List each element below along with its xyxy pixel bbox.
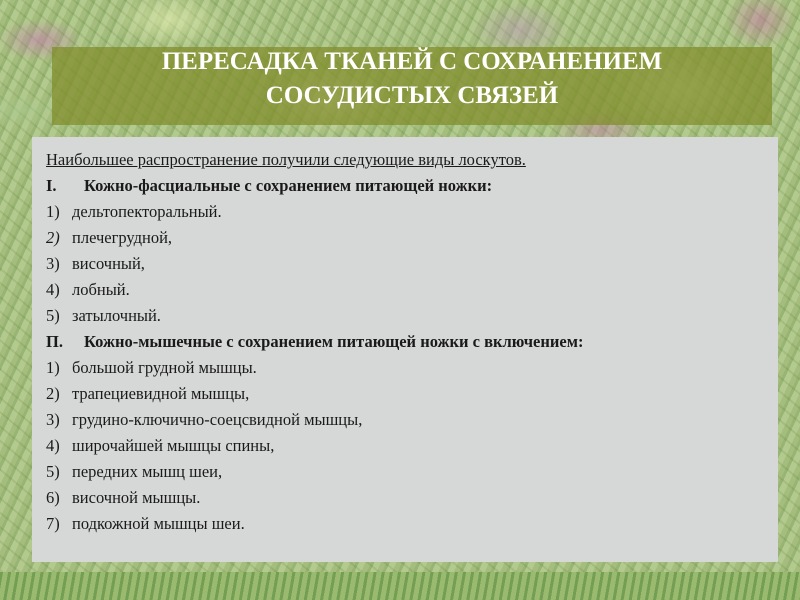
list-item-text: височный, (72, 254, 145, 273)
list-item-number: 3) (46, 254, 60, 273)
section-2-number: П. (46, 332, 63, 351)
list-item-text: подкожной мышцы шеи. (72, 514, 245, 533)
section-2-heading (46, 332, 766, 352)
list-item-text: большой грудной мышцы. (72, 358, 257, 377)
intro-text: Наибольшее распространение получили следующие виды лоскутов. (46, 150, 526, 169)
list-item-number: 1) (46, 202, 60, 221)
list-item-text: плечегрудной, (72, 228, 173, 247)
slide-title (52, 45, 772, 113)
list-item-number: 1) (46, 358, 60, 377)
list-item-number: 3) (46, 410, 60, 429)
list-item-text: грудино-ключично-соецсвидной мышцы, (72, 410, 363, 429)
list-item (46, 303, 766, 329)
section-1-heading (46, 173, 766, 199)
list-item (46, 251, 766, 277)
list-item-number: 2) (46, 228, 60, 247)
list-item (46, 485, 766, 511)
list-item (46, 459, 766, 485)
list-item-number: 5) (46, 462, 60, 481)
list-item-number: 6) (46, 488, 60, 507)
list-item-number: 7) (46, 514, 60, 533)
list-item-number: 4) (46, 436, 60, 455)
list-item-text: затылочный. (72, 306, 161, 325)
list-item-number: 5) (46, 306, 60, 325)
list-item-text: передних мышц шеи, (72, 462, 223, 481)
list-item (46, 225, 766, 251)
list-item-text: дельтопекторальный. (72, 202, 222, 221)
list-item-text: височной мышцы. (72, 488, 201, 507)
section-1-number: I. (46, 176, 57, 195)
content-panel (32, 137, 778, 562)
list-item-text: лобный. (72, 280, 130, 299)
section-2-title: Кожно-мышечные с сохранением питающей ножки с включением: (84, 332, 584, 351)
section-1-title: Кожно-фасциальные с сохранением питающей ножки: (84, 176, 493, 195)
list-item (46, 199, 766, 225)
list-item-number: 2) (46, 384, 60, 403)
list-item (46, 433, 766, 459)
list-item (46, 511, 766, 537)
list-item-number: 4) (46, 280, 60, 299)
list-item-text: широчайшей мышцы спины, (72, 436, 275, 455)
list-item-text: трапециевидной мышцы, (72, 384, 250, 403)
list-item (46, 277, 766, 303)
list-item (46, 381, 766, 407)
slide-title-line1: ПЕРЕСАДКА ТКАНЕЙ С СОХРАНЕНИЕМ (161, 48, 663, 75)
decorative-bottom-strip (0, 572, 800, 600)
list-item (46, 407, 766, 433)
slide-title-line2: СОСУДИСТЫХ СВЯЗЕЙ (265, 82, 559, 109)
list-item (46, 355, 766, 381)
